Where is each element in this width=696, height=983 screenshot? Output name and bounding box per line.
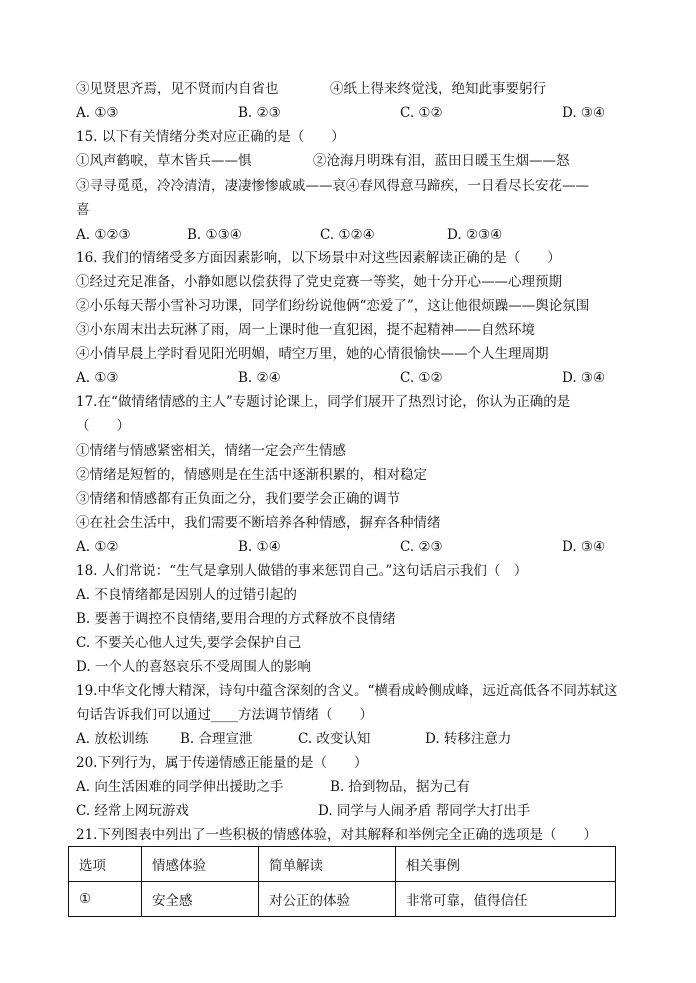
statement: ③寻寻觅觅，冷冷清清，凄凄惨惨戚戚——哀④春风得意马蹄疾，一日看尽长安花—— (76, 178, 589, 194)
question-20: 20.下列行为，属于传递情感正能量的是（ ） (76, 755, 368, 771)
option-line: ③见贤思齐焉，见不贤而内自省也 (76, 81, 279, 97)
choice: B. 合理宣泄 (180, 731, 253, 747)
statement: ④在社会生活中，我们需要不断培养各种情感，摒弃各种情绪 (76, 515, 441, 531)
choice: A. 向生活困难的同学伸出援助之手 (76, 779, 284, 795)
question-15: 15. 以下有关情绪分类对应正确的是（ ） (76, 129, 345, 145)
table-header: 相关事例 (396, 847, 616, 882)
statement: ②小乐每天帮小雪补习功课，同学们纷纷说他俩“恋爱了”，这让他很烦躁——舆论氛围 (76, 298, 590, 314)
choice: A. ①③ (76, 370, 119, 386)
choice: D. ③④ (562, 105, 606, 121)
choice: B. ②③ (238, 105, 281, 121)
choice: A. 不良情绪都是因别人的过错引起的 (76, 587, 297, 603)
table-header-row (69, 847, 616, 882)
choice: C. ②③ (400, 539, 443, 555)
choice: B. 要善于调控不良情绪,要用合理的方式释放不良情绪 (76, 611, 396, 627)
question-17: 17.在“做情绪情感的主人”专题讨论课上，同学们展开了热烈讨论，你认为正确的是 (76, 394, 571, 410)
choice: C. ①②④ (320, 227, 375, 243)
choice: D. 一个人的喜怒哀乐不受周围人的影响 (76, 659, 311, 675)
choice: C. 经常上网玩游戏 (76, 803, 189, 819)
choice: A. ①③ (76, 105, 119, 121)
statement: ②情绪是短暂的，情感则是在生活中逐渐积累的，相对稳定 (76, 467, 427, 483)
statement: ③情绪和情感都有正负面之分，我们要学会正确的调节 (76, 491, 400, 507)
statement: ①经过充足准备，小静如愿以偿获得了党史竞赛一等奖，她十分开心——心理预期 (76, 274, 562, 290)
table-header: 简单解读 (259, 847, 396, 882)
question-18: 18. 人们常说：“生气是拿别人做错的事来惩罚自己。”这句话启示我们（ ） (76, 563, 528, 579)
statement: ④小倩早晨上学时看见阳光明媚，晴空万里，她的心情很愉快——个人生理周期 (76, 346, 549, 362)
statement: ①情绪与情感紧密相关，情绪一定会产生情感 (76, 443, 346, 459)
choice: D. 同学与人闹矛盾 帮同学大打出手 (318, 803, 531, 819)
choice: D. ③④ (562, 370, 606, 386)
choice: C. 不要关心他人过失,要学会保护自己 (76, 635, 302, 651)
question-16: 16. 我们的情绪受多方面因素影响，以下场景中对这些因素解读正确的是（ ） (76, 250, 561, 266)
choice: B. 拾到物品，据为己有 (330, 779, 471, 795)
choice: B. ①③④ (187, 227, 242, 243)
choice: D. 转移注意力 (425, 731, 512, 747)
choice: D. ②③④ (447, 227, 503, 243)
choice: C. ①② (400, 370, 443, 386)
table-cell: 安全感 (142, 882, 259, 917)
statement: 喜 (76, 202, 90, 218)
statement: ③小东周末出去玩淋了雨，周一上课时他一直犯困，提不起精神——自然环境 (76, 322, 535, 338)
question-19-cont: 句话告诉我们可以通过____方法调节情绪（ ） (76, 707, 373, 723)
table-cell: 非常可靠，值得信任 (396, 882, 616, 917)
statement: ①风声鹤唳，草木皆兵——惧 (76, 153, 252, 169)
choice: B. ②④ (238, 370, 281, 386)
choice: A. ①②③ (76, 227, 131, 243)
table-header: 选项 (69, 847, 142, 882)
choice: C. ①② (400, 105, 443, 121)
option-line: ④纸上得来终觉浅，绝知此事要躬行 (330, 81, 546, 97)
question-21: 21.下列图表中列出了一些积极的情感体验，对其解释和举例完全正确的选项是（ ） (76, 827, 597, 843)
question-19: 19.中华文化博大精深，诗句中蕴含深刻的含义。“横看成岭侧成峰，远近高低各不同苏轼这 (76, 683, 618, 699)
choice: B. ①④ (238, 539, 281, 555)
table-header: 情感体验 (142, 847, 259, 882)
choice: D. ③④ (562, 539, 606, 555)
choice: A. ①② (76, 539, 119, 555)
table-row (69, 882, 616, 917)
statement: ②沧海月明珠有泪，蓝田日暖玉生烟——怒 (313, 153, 570, 169)
table-cell: ① (69, 882, 142, 917)
choice: C. 改变认知 (298, 731, 371, 747)
table-cell: 对公正的体验 (259, 882, 396, 917)
choice: A. 放松训练 (76, 731, 149, 747)
answer-blank: （ ） (76, 418, 130, 434)
experience-table (68, 846, 616, 917)
